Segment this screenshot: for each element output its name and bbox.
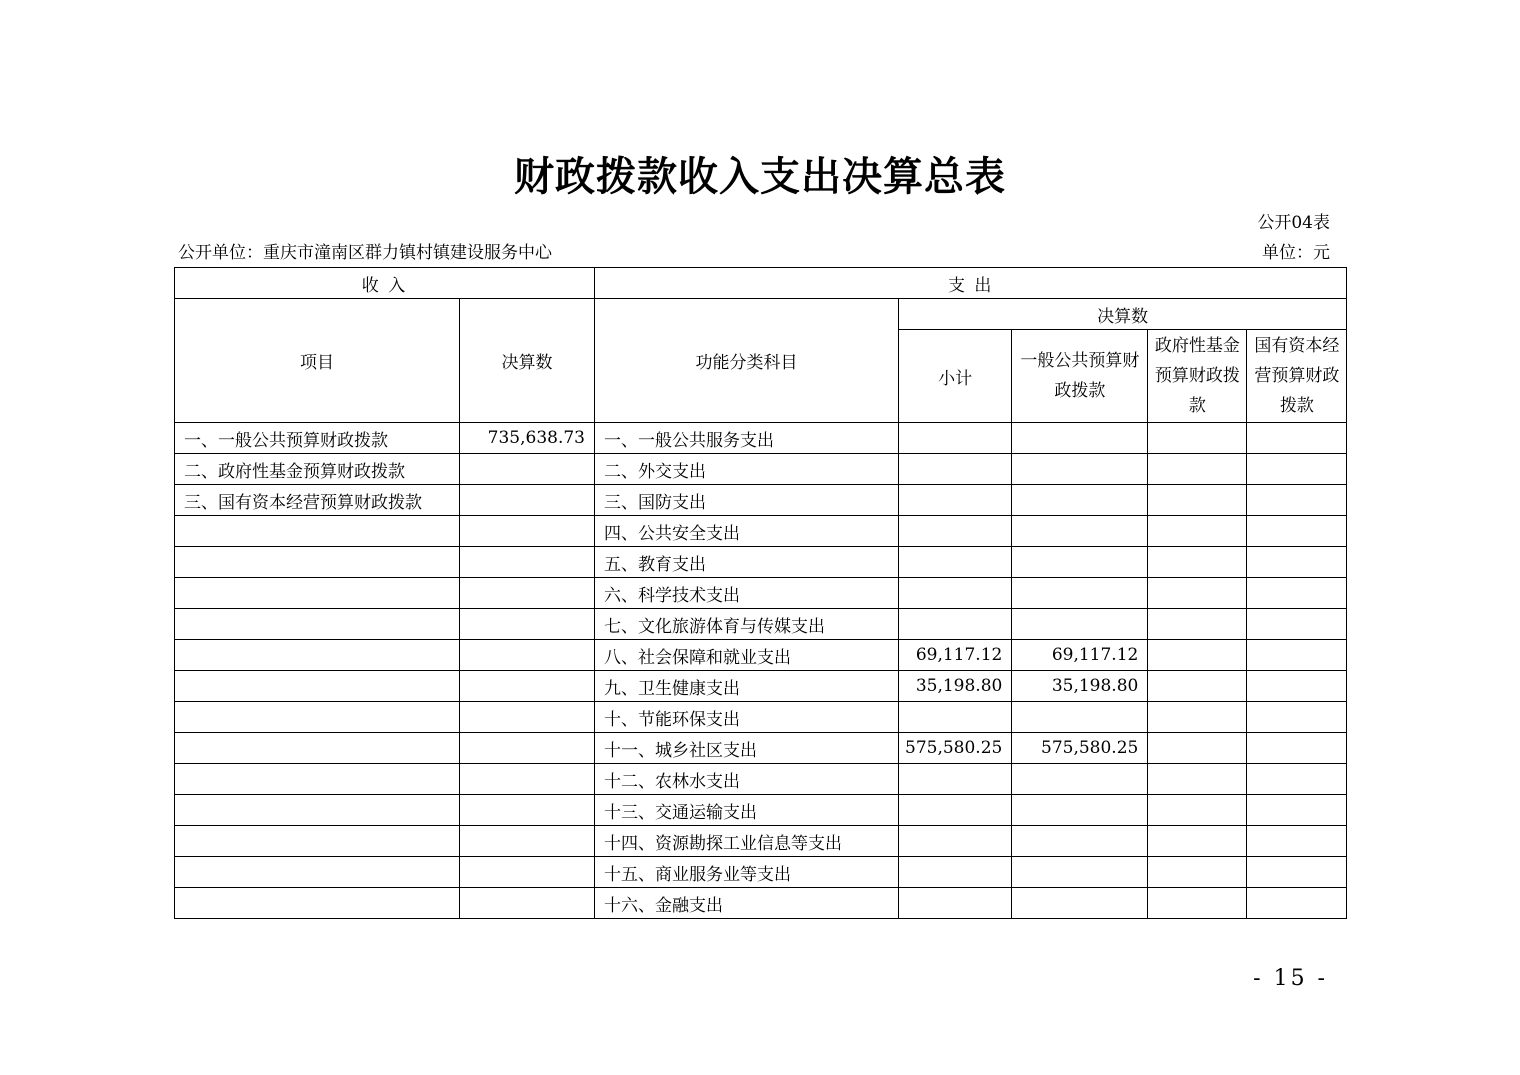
gov-fund-cell <box>1148 733 1247 764</box>
reporting-unit: 公开单位：重庆市潼南区群力镇村镇建设服务中心 <box>178 243 552 263</box>
gov-fund-cell <box>1148 764 1247 795</box>
expense-item-cell: 十二、农林水支出 <box>595 764 899 795</box>
subtotal-cell: 69,117.12 <box>899 640 1012 671</box>
income-amount-cell <box>460 485 595 516</box>
gov-fund-cell <box>1148 702 1247 733</box>
gov-fund-cell <box>1148 671 1247 702</box>
general-budget-cell <box>1012 423 1148 454</box>
income-item-cell <box>175 888 460 919</box>
income-amount-cell <box>460 702 595 733</box>
final-amount-header: 决算数 <box>460 299 595 423</box>
table-row <box>175 454 1347 485</box>
income-item-cell <box>175 826 460 857</box>
income-item-cell: 三、国有资本经营预算财政拨款 <box>175 485 460 516</box>
general-budget-cell <box>1012 578 1148 609</box>
state-capital-cell <box>1247 516 1347 547</box>
expense-item-cell: 十、节能环保支出 <box>595 702 899 733</box>
gov-fund-cell <box>1148 795 1247 826</box>
income-item-cell <box>175 764 460 795</box>
table-row <box>175 764 1347 795</box>
income-amount-cell <box>460 764 595 795</box>
income-amount-cell <box>460 609 595 640</box>
state-capital-cell <box>1247 423 1347 454</box>
state-capital-cell <box>1247 609 1347 640</box>
table-row <box>175 702 1347 733</box>
state-capital-cell <box>1247 547 1347 578</box>
expense-item-cell: 十三、交通运输支出 <box>595 795 899 826</box>
expense-item-cell: 十一、城乡社区支出 <box>595 733 899 764</box>
income-amount-cell <box>460 826 595 857</box>
expense-item-cell: 四、公共安全支出 <box>595 516 899 547</box>
gov-fund-cell <box>1148 423 1247 454</box>
income-amount-cell <box>460 671 595 702</box>
income-item-cell <box>175 671 460 702</box>
income-amount-cell <box>460 857 595 888</box>
income-amount-cell <box>460 547 595 578</box>
gov-fund-cell <box>1148 857 1247 888</box>
gov-fund-cell <box>1148 609 1247 640</box>
income-item-cell <box>175 547 460 578</box>
income-amount-cell <box>460 733 595 764</box>
expense-item-cell: 七、文化旅游体育与传媒支出 <box>595 609 899 640</box>
state-capital-cell <box>1247 888 1347 919</box>
income-item-cell <box>175 516 460 547</box>
income-item-cell: 二、政府性基金预算财政拨款 <box>175 454 460 485</box>
currency-unit: 单位：元 <box>1262 243 1330 263</box>
income-amount-cell <box>460 795 595 826</box>
expense-item-cell: 八、社会保障和就业支出 <box>595 640 899 671</box>
subtotal-cell <box>899 764 1012 795</box>
income-item-cell <box>175 857 460 888</box>
state-capital-cell <box>1247 733 1347 764</box>
subtotal-header: 小计 <box>899 330 1012 423</box>
state-capital-cell <box>1247 826 1347 857</box>
table-row <box>175 609 1347 640</box>
expense-item-cell: 二、外交支出 <box>595 454 899 485</box>
unit-row <box>178 238 1330 263</box>
general-budget-cell: 69,117.12 <box>1012 640 1148 671</box>
general-budget-cell <box>1012 485 1148 516</box>
state-capital-cell <box>1247 485 1347 516</box>
page-number: - 15 - <box>1253 966 1328 991</box>
state-capital-cell <box>1247 640 1347 671</box>
table-row <box>175 516 1347 547</box>
general-budget-cell: 575,580.25 <box>1012 733 1148 764</box>
expense-item-cell: 十五、商业服务业等支出 <box>595 857 899 888</box>
general-budget-cell <box>1012 516 1148 547</box>
table-row <box>175 857 1347 888</box>
expense-item-cell: 一、一般公共服务支出 <box>595 423 899 454</box>
gov-fund-cell <box>1148 578 1247 609</box>
form-code: 公开04表 <box>1257 213 1330 233</box>
general-budget-cell <box>1012 702 1148 733</box>
general-budget-cell <box>1012 795 1148 826</box>
state-capital-cell <box>1247 454 1347 485</box>
state-capital-header: 国有资本经营预算财政拨款 <box>1247 330 1347 423</box>
section-header-row <box>175 268 1347 299</box>
table-row <box>175 671 1347 702</box>
subtotal-cell <box>899 423 1012 454</box>
state-capital-cell <box>1247 671 1347 702</box>
table-row <box>175 547 1347 578</box>
income-amount-cell <box>460 516 595 547</box>
income-item-cell: 一、一般公共预算财政拨款 <box>175 423 460 454</box>
income-item-cell <box>175 578 460 609</box>
expense-item-cell: 九、卫生健康支出 <box>595 671 899 702</box>
expense-item-cell: 十四、资源勘探工业信息等支出 <box>595 826 899 857</box>
income-amount-cell <box>460 454 595 485</box>
function-category-header: 功能分类科目 <box>595 299 899 423</box>
gov-fund-cell <box>1148 826 1247 857</box>
state-capital-cell <box>1247 795 1347 826</box>
income-amount-cell: 735,638.73 <box>460 423 595 454</box>
state-capital-cell <box>1247 702 1347 733</box>
gov-fund-cell <box>1148 516 1247 547</box>
table-row <box>175 826 1347 857</box>
subtotal-cell <box>899 795 1012 826</box>
gov-fund-cell <box>1148 485 1247 516</box>
subtotal-cell <box>899 547 1012 578</box>
gov-fund-cell <box>1148 454 1247 485</box>
gov-fund-cell <box>1148 640 1247 671</box>
subtotal-cell <box>899 454 1012 485</box>
general-budget-cell <box>1012 609 1148 640</box>
state-capital-cell <box>1247 578 1347 609</box>
income-item-cell <box>175 640 460 671</box>
expense-item-cell: 六、科学技术支出 <box>595 578 899 609</box>
income-item-cell <box>175 733 460 764</box>
income-item-cell <box>175 702 460 733</box>
income-amount-cell <box>460 640 595 671</box>
table-row <box>175 640 1347 671</box>
income-amount-cell <box>460 888 595 919</box>
expense-item-cell: 三、国防支出 <box>595 485 899 516</box>
table-row <box>175 733 1347 764</box>
subtotal-cell <box>899 888 1012 919</box>
income-item-cell <box>175 795 460 826</box>
expense-section-header: 支 出 <box>595 268 1347 299</box>
subtotal-cell: 575,580.25 <box>899 733 1012 764</box>
gov-fund-cell <box>1148 547 1247 578</box>
table-row <box>175 423 1347 454</box>
expense-item-cell: 五、教育支出 <box>595 547 899 578</box>
column-header-row-1 <box>175 299 1347 330</box>
expense-item-cell: 十六、金融支出 <box>595 888 899 919</box>
subtotal-cell <box>899 609 1012 640</box>
subtotal-cell <box>899 578 1012 609</box>
final-group-header: 决算数 <box>899 299 1347 330</box>
budget-table <box>174 267 1347 919</box>
subtotal-cell <box>899 826 1012 857</box>
table-row <box>175 578 1347 609</box>
item-header: 项目 <box>175 299 460 423</box>
state-capital-cell <box>1247 857 1347 888</box>
subtotal-cell <box>899 702 1012 733</box>
general-budget-cell <box>1012 826 1148 857</box>
subtotal-cell <box>899 516 1012 547</box>
general-budget-cell <box>1012 547 1148 578</box>
income-item-cell <box>175 609 460 640</box>
table-row <box>175 485 1347 516</box>
general-budget-header: 一般公共预算财政拨款 <box>1012 330 1148 423</box>
subtotal-cell <box>899 485 1012 516</box>
subtotal-cell: 35,198.80 <box>899 671 1012 702</box>
income-amount-cell <box>460 578 595 609</box>
gov-fund-cell <box>1148 888 1247 919</box>
gov-fund-header: 政府性基金预算财政拨款 <box>1148 330 1247 423</box>
general-budget-cell <box>1012 888 1148 919</box>
general-budget-cell <box>1012 857 1148 888</box>
subtotal-cell <box>899 857 1012 888</box>
state-capital-cell <box>1247 764 1347 795</box>
page-title: 财政拨款收入支出决算总表 <box>514 153 1006 200</box>
general-budget-cell <box>1012 454 1148 485</box>
table-row <box>175 795 1347 826</box>
table-row <box>175 888 1347 919</box>
general-budget-cell: 35,198.80 <box>1012 671 1148 702</box>
income-section-header: 收 入 <box>175 268 595 299</box>
general-budget-cell <box>1012 764 1148 795</box>
